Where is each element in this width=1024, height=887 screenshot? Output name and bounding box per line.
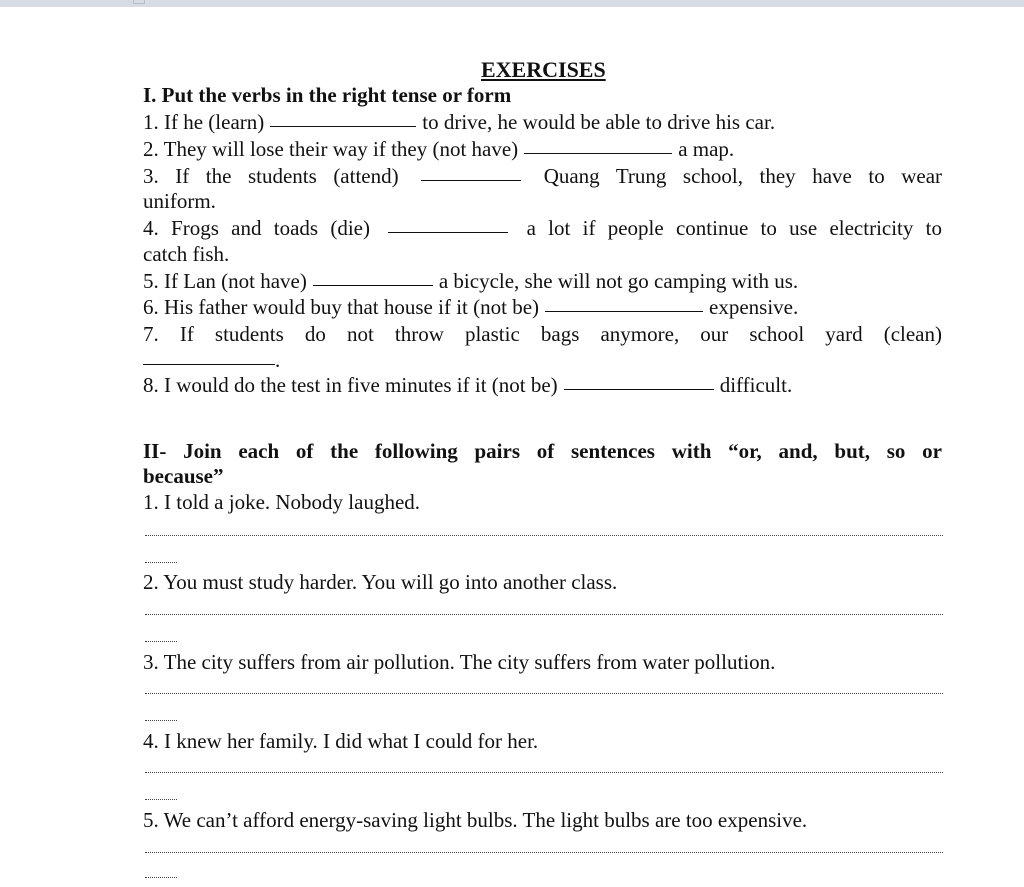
document-title: EXERCISES <box>481 57 606 82</box>
document-page <box>0 7 1024 887</box>
exercise-item-3: 3. If the students (attend) Quang Trung school, they have to wear <box>143 164 943 188</box>
part2-heading-cont: because” <box>143 464 224 488</box>
answer-blank[interactable] <box>421 179 521 181</box>
join-item-3: 3. The city suffers from air pollution. The city suffers from water pollution. <box>143 650 776 674</box>
exercise-item-3-cont: uniform. <box>143 189 216 213</box>
answer-line-short[interactable] <box>145 799 177 800</box>
answer-line-short[interactable] <box>145 720 177 721</box>
ruler-marker <box>133 0 145 4</box>
exercise-item-7-cont: . <box>143 348 280 372</box>
answer-line-short[interactable] <box>145 562 177 563</box>
answer-blank[interactable] <box>545 310 703 312</box>
part2-heading: II- Join each of the following pairs of sentences with “or, and, but, so or <box>143 439 942 463</box>
answer-line-short[interactable] <box>145 877 177 878</box>
answer-line-short[interactable] <box>145 641 177 642</box>
exercise-item-5: 5. If Lan (not have) a bicycle, she will not go camping with us. <box>143 269 799 293</box>
exercise-item-7: 7. If students do not throw plastic bags anymore, our school yard (clean) <box>143 322 942 346</box>
exercise-item-1: 1. If he (learn) to drive, he would be able to drive his car. <box>143 110 776 134</box>
join-item-2: 2. You must study harder. You will go into another class. <box>143 570 618 594</box>
exercise-item-8: 8. I would do the test in five minutes if it (not be) difficult. <box>143 373 793 397</box>
join-item-1: 1. I told a joke. Nobody laughed. <box>143 490 421 514</box>
window-top-bar <box>0 0 1024 7</box>
answer-blank[interactable] <box>313 284 433 286</box>
exercise-item-4-cont: catch fish. <box>143 242 230 266</box>
answer-line[interactable] <box>145 614 943 615</box>
exercise-item-2: 2. They will lose their way if they (not have) a map. <box>143 137 735 161</box>
answer-blank[interactable] <box>524 152 672 154</box>
exercise-item-4: 4. Frogs and toads (die) a lot if people continue to use electricity to <box>143 216 943 240</box>
join-item-4: 4. I knew her family. I did what I could for her. <box>143 729 539 753</box>
answer-line[interactable] <box>145 772 943 773</box>
join-item-5: 5. We can’t afford energy-saving light bulbs. The light bulbs are too expensive. <box>143 808 808 832</box>
answer-line[interactable] <box>145 852 943 853</box>
exercise-item-6: 6. His father would buy that house if it (not be) expensive. <box>143 295 799 319</box>
answer-blank[interactable] <box>564 388 714 390</box>
answer-blank[interactable] <box>143 363 275 365</box>
answer-line[interactable] <box>145 693 943 694</box>
answer-blank[interactable] <box>388 231 508 233</box>
answer-line[interactable] <box>145 535 943 536</box>
part1-heading: I. Put the verbs in the right tense or form <box>143 83 512 107</box>
answer-blank[interactable] <box>270 125 416 127</box>
